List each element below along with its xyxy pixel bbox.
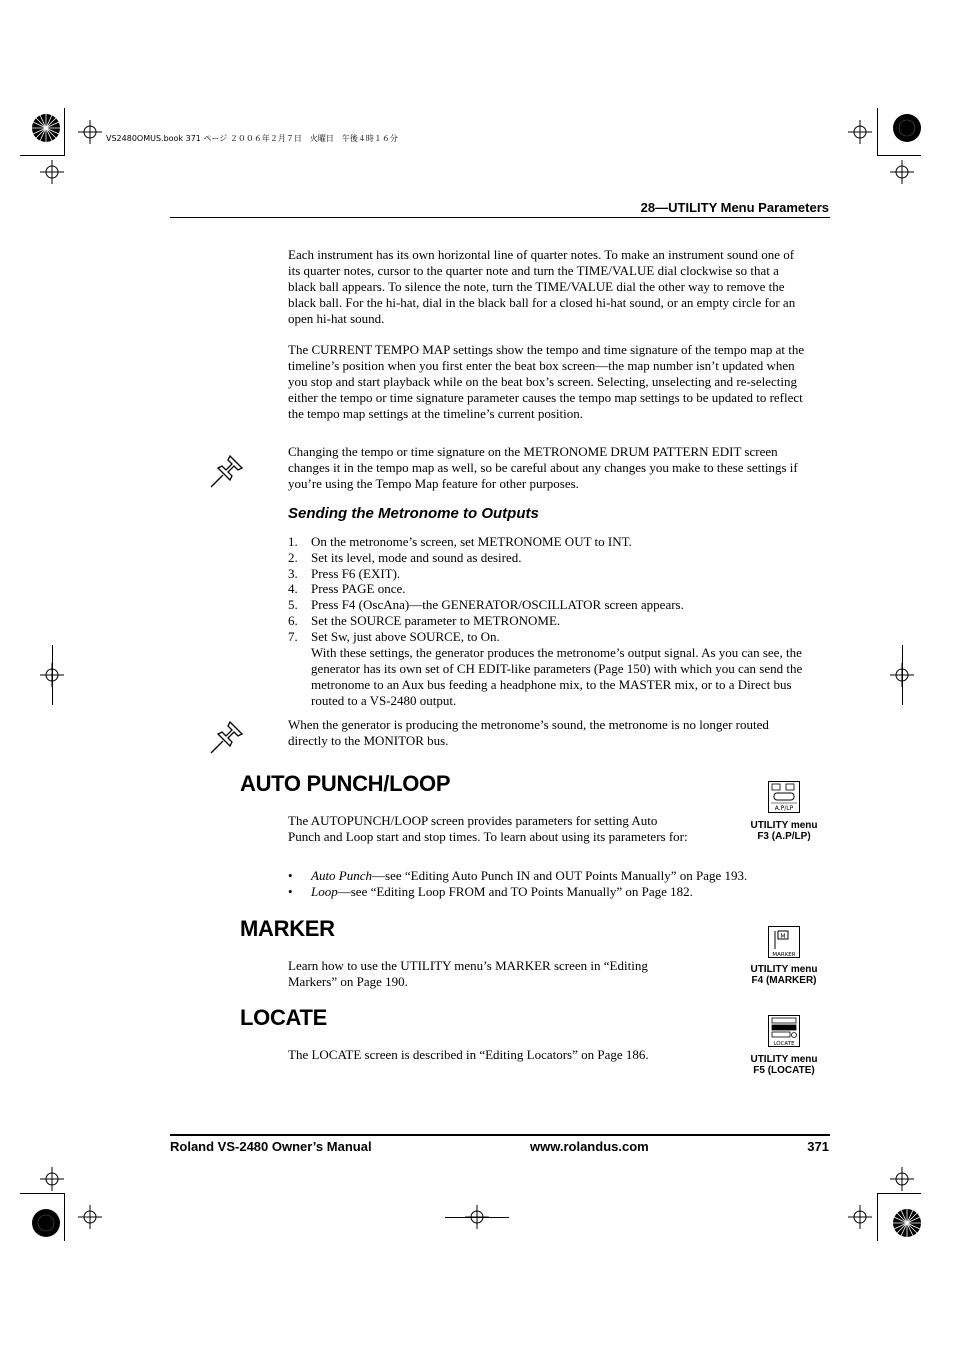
print-job-slug: VS2480OMUS.book 371 ページ ２００６年２月７日 火曜日 午後４時１６分 bbox=[106, 134, 398, 143]
bullet-term: Auto Punch bbox=[311, 868, 373, 883]
step-text: Press F6 (EXIT). bbox=[311, 565, 401, 581]
pushpin-note-icon bbox=[208, 450, 248, 490]
list-item bbox=[288, 884, 747, 900]
paragraph: The CURRENT TEMPO MAP settings show the tempo and time signature of the tempo map at the timeline’s position when you first enter the beat box screen—the map number isn’t updated when you stop and start playback while on the beat box’s screen. Selecting, unselecting and re-selecting either the tempo or time signature parameter causes the tempo map settings to be updated to reflect the tempo map settings at the timeline’s current position. bbox=[288, 342, 805, 421]
auto-punch-icon-caption bbox=[734, 820, 834, 842]
crosshair-icon bbox=[890, 1167, 914, 1191]
locate-icon bbox=[768, 1015, 800, 1047]
caption-line-1: UTILITY menu bbox=[750, 964, 818, 975]
bullet: • bbox=[288, 868, 293, 883]
step-text: On the metronome’s screen, set METRONOME OUT to INT. bbox=[311, 534, 632, 549]
step-number: 4. bbox=[288, 581, 298, 597]
locate-heading: LOCATE bbox=[240, 1005, 328, 1030]
footer-manual-title: Roland VS-2480 Owner’s Manual bbox=[170, 1139, 372, 1154]
marker-heading: MARKER bbox=[240, 916, 335, 941]
svg-text:M: M bbox=[780, 933, 786, 940]
paragraph: Learn how to use the UTILITY menu’s MARKER screen in “Editing Markers” on Page 190. bbox=[288, 958, 648, 989]
crosshair-icon bbox=[40, 1167, 64, 1191]
step-number: 1. bbox=[288, 534, 298, 549]
footer-url[interactable]: www.rolandus.com bbox=[530, 1139, 649, 1154]
pushpin-note-icon bbox=[208, 716, 248, 756]
step-text: Press PAGE once. bbox=[311, 581, 406, 597]
bullet-text: —see “Editing Auto Punch IN and OUT Points Manually” on Page 193. bbox=[372, 868, 748, 883]
list-item bbox=[288, 550, 808, 566]
list-item bbox=[288, 597, 808, 613]
step-text: Set the SOURCE parameter to METRONOME. bbox=[311, 612, 561, 628]
crosshair-icon bbox=[848, 1205, 872, 1229]
registration-target-icon bbox=[891, 1207, 923, 1239]
list-item bbox=[288, 534, 808, 550]
auto-punch-bullet-list bbox=[288, 868, 747, 900]
sending-metronome-heading: Sending the Metronome to Outputs bbox=[288, 505, 539, 522]
auto-punch-loop-icon bbox=[768, 781, 800, 813]
page-number: 371 bbox=[807, 1139, 829, 1154]
bullet: • bbox=[288, 884, 293, 899]
loop-icon bbox=[769, 782, 799, 812]
paragraph: Each instrument has its own horizontal line of quarter notes. To make an instrument sound one of its quarter notes, cursor to the quarter note and turn the TIME/VALUE dial clockwise so that a black ball appears. To silence the note, turn the TIME/VALUE dial the other way to remove the black ball. For the hi-hat, dial in the black ball for a closed hi-hat sound, or an empty circle for an open hi-hat sound. bbox=[288, 247, 796, 326]
crosshair-icon bbox=[78, 1205, 102, 1229]
step-text: Set its level, mode and sound as desired. bbox=[311, 549, 522, 565]
list-item bbox=[288, 629, 808, 709]
svg-text:MARKER: MARKER bbox=[772, 952, 796, 957]
list-item bbox=[288, 566, 808, 582]
note-text: When the generator is producing the metronome’s sound, the metronome is no longer routed directly to the MONITOR bus. bbox=[288, 717, 769, 748]
registration-target-icon bbox=[30, 1207, 62, 1239]
caption-line-2: F3 (A.P/LP) bbox=[757, 831, 811, 842]
step-number: 2. bbox=[288, 549, 298, 565]
marker-text bbox=[288, 958, 698, 990]
locate-text bbox=[288, 1047, 718, 1063]
svg-text:LOCATE: LOCATE bbox=[773, 1041, 795, 1046]
crosshair-icon bbox=[848, 120, 872, 144]
bullet-text: —see “Editing Loop FROM and TO Points Manually” on Page 182. bbox=[337, 884, 693, 899]
footer-rule bbox=[170, 1134, 830, 1136]
caption-line-1: UTILITY menu bbox=[750, 1054, 818, 1065]
registration-target-icon bbox=[891, 112, 923, 144]
list-item bbox=[288, 613, 808, 629]
step-number: 6. bbox=[288, 612, 298, 628]
step-list bbox=[288, 534, 808, 709]
step-text: Press F4 (OscAna)—the GENERATOR/OSCILLATOR screen appears. bbox=[311, 597, 684, 613]
caption-line-2: F5 (LOCATE) bbox=[753, 1065, 815, 1076]
note-text: Changing the tempo or time signature on the METRONOME DRUM PATTERN EDIT screen changes it in the tempo map as well, so be careful about any changes you make to these settings if you’re using the Tempo Map feature for other purposes. bbox=[288, 444, 798, 491]
list-item bbox=[288, 868, 747, 884]
paragraph: The LOCATE screen is described in “Editing Locators” on Page 186. bbox=[288, 1047, 649, 1062]
marker-icon bbox=[768, 926, 800, 958]
paragraph: The AUTOPUNCH/LOOP screen provides parameters for setting Auto Punch and Loop start and stop times. To learn about using its parameters for: bbox=[288, 813, 688, 844]
intro-paragraph-1 bbox=[288, 247, 806, 327]
caption-line-1: UTILITY menu bbox=[750, 820, 818, 831]
crosshair-icon bbox=[890, 160, 914, 184]
marker-icon-caption bbox=[734, 964, 834, 986]
registration-target-icon bbox=[30, 112, 62, 144]
flag-icon bbox=[769, 927, 799, 957]
note-tempo-map bbox=[288, 444, 806, 492]
caption-line-2: F4 (MARKER) bbox=[751, 975, 817, 986]
step-text: Set Sw, just above SOURCE, to On. bbox=[311, 628, 500, 644]
svg-text:A.P/LP: A.P/LP bbox=[774, 805, 794, 812]
step-number: 5. bbox=[288, 597, 298, 613]
auto-punch-intro bbox=[288, 813, 688, 845]
locate-icon-caption bbox=[734, 1054, 834, 1076]
locator-grid-icon bbox=[769, 1016, 799, 1046]
note-monitor-bus bbox=[288, 717, 806, 749]
auto-punch-loop-heading: AUTO PUNCH/LOOP bbox=[240, 771, 451, 796]
header-rule bbox=[170, 217, 830, 218]
step-number: 3. bbox=[288, 565, 298, 581]
intro-paragraph-2 bbox=[288, 342, 806, 422]
step-7-detail: With these settings, the generator produces the metronome’s output signal. As you can see, the generator has its own set of CH EDIT-like parameters (Page 150) with which you can send the metronome to an Aux bus feeding a headphone mix, to the MASTER mix, or to a Direct bus routed to a VS-2480 output. bbox=[311, 644, 803, 708]
bullet-term: Loop bbox=[311, 884, 338, 899]
list-item bbox=[288, 581, 808, 597]
crosshair-icon bbox=[40, 160, 64, 184]
step-number: 7. bbox=[288, 628, 298, 644]
crosshair-icon bbox=[78, 120, 102, 144]
chapter-title: 28—UTILITY Menu Parameters bbox=[640, 200, 829, 215]
